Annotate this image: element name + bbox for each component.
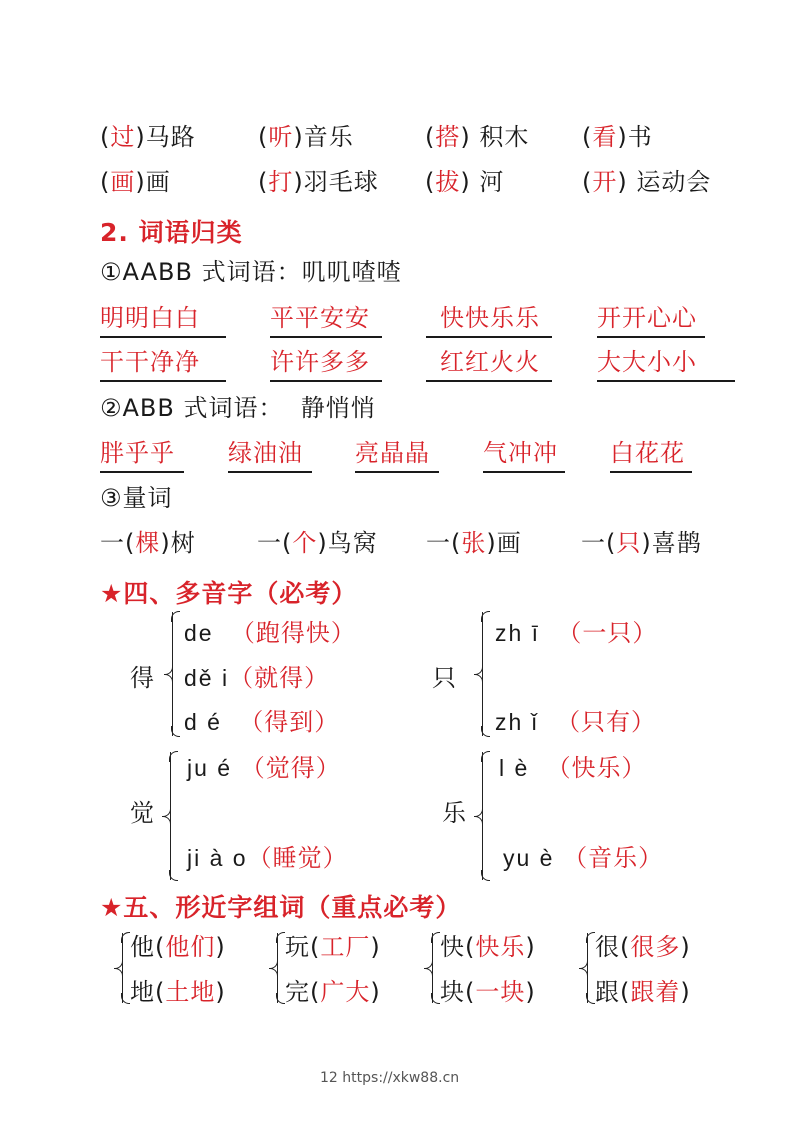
- verb-phrase: (打)羽毛球: [258, 168, 379, 196]
- aabb-answer: 红红火火: [426, 347, 552, 382]
- section-4-title: ★四、多音字（必考）: [100, 579, 358, 608]
- polyphone-char: 乐: [442, 799, 467, 827]
- similar-char-item: 很(很多): [595, 933, 691, 961]
- brace-icon: [277, 933, 278, 1003]
- similar-char-item: 跟(跟着): [595, 978, 691, 1006]
- polyphone-reading: de （跑得快）: [184, 619, 356, 647]
- verb-phrase: (拔) 河: [425, 168, 505, 196]
- section-2-title: 2. 词语归类: [100, 218, 243, 247]
- brace-icon: [587, 933, 588, 1003]
- polyphone-reading: d é （得到）: [184, 708, 340, 736]
- measure-label: ③量词: [100, 484, 173, 512]
- aabb-label-line: [100, 257, 402, 287]
- brace-icon: [432, 933, 433, 1003]
- verb-phrase: (开) 运动会: [582, 168, 712, 196]
- abb-answer: 胖乎乎: [100, 438, 184, 473]
- verb-phrase: (看)书: [582, 123, 653, 151]
- section-5-title: ★五、形近字组词（重点必考）: [100, 893, 462, 922]
- verb-phrase: (过)马路: [100, 123, 196, 151]
- verb-phrase-row-1: [100, 122, 196, 152]
- polyphone-char: 觉: [130, 799, 155, 827]
- polyphone-char: 得: [130, 664, 155, 692]
- polyphone-reading: l è （快乐）: [499, 754, 647, 782]
- aabb-answer: 干干净净: [100, 347, 226, 382]
- site-link[interactable]: https://xkw88.cn: [342, 1070, 460, 1086]
- measure-item: 一(个)鸟窝: [257, 529, 378, 557]
- measure-item: 一(棵)树: [100, 529, 196, 557]
- abb-answer: 白花花: [610, 438, 692, 473]
- brace-icon: [482, 752, 483, 880]
- abb-label: ②ABB 式词语：: [100, 394, 284, 422]
- brace-icon: [482, 612, 483, 736]
- measure-item: 一(张)画: [426, 529, 522, 557]
- polyphone-char: 只: [432, 664, 457, 692]
- page-number: 12: [320, 1070, 338, 1086]
- similar-char-item: 地(土地): [130, 978, 226, 1006]
- aabb-label: ①AABB 式词语：: [100, 258, 302, 286]
- aabb-answer: 明明白白: [100, 303, 226, 338]
- polyphone-reading: zh ī （一只）: [495, 619, 658, 647]
- measure-item: 一(只)喜鹊: [581, 529, 702, 557]
- page-footer: [320, 1070, 459, 1086]
- abb-answer: 气冲冲: [483, 438, 565, 473]
- verb-phrase: (听)音乐: [258, 123, 354, 151]
- similar-char-item: 玩(工厂): [285, 933, 381, 961]
- aabb-answer: 平平安安: [270, 303, 382, 338]
- polyphone-reading: ju é （觉得）: [187, 754, 341, 782]
- verb-phrase: (搭) 积木: [425, 123, 530, 151]
- brace-icon: [170, 752, 171, 880]
- brace-icon: [172, 612, 173, 736]
- polyphone-reading: zh ǐ （只有）: [495, 708, 657, 736]
- polyphone-reading: dě i（就得）: [184, 664, 330, 692]
- aabb-answer: 许许多多: [270, 347, 382, 382]
- aabb-answer: 快快乐乐: [426, 303, 552, 338]
- similar-char-item: 他(他们): [130, 933, 226, 961]
- verb-phrase: (画)画: [100, 168, 171, 196]
- abb-answer: 绿油油: [228, 438, 312, 473]
- abb-example: 静悄悄: [300, 394, 376, 422]
- similar-char-item: 完(广大): [285, 978, 381, 1006]
- brace-icon: [122, 933, 123, 1003]
- polyphone-reading: yu è （音乐）: [503, 844, 664, 872]
- aabb-answer: 开开心心: [597, 303, 705, 338]
- polyphone-reading: ji à o（睡觉）: [187, 844, 348, 872]
- similar-char-item: 块(一块): [440, 978, 536, 1006]
- aabb-answer: 大大小小: [597, 347, 735, 382]
- aabb-example: 叽叽喳喳: [301, 258, 402, 286]
- abb-label-line: [100, 393, 376, 423]
- similar-char-item: 快(快乐): [440, 933, 536, 961]
- abb-answer: 亮晶晶: [355, 438, 439, 473]
